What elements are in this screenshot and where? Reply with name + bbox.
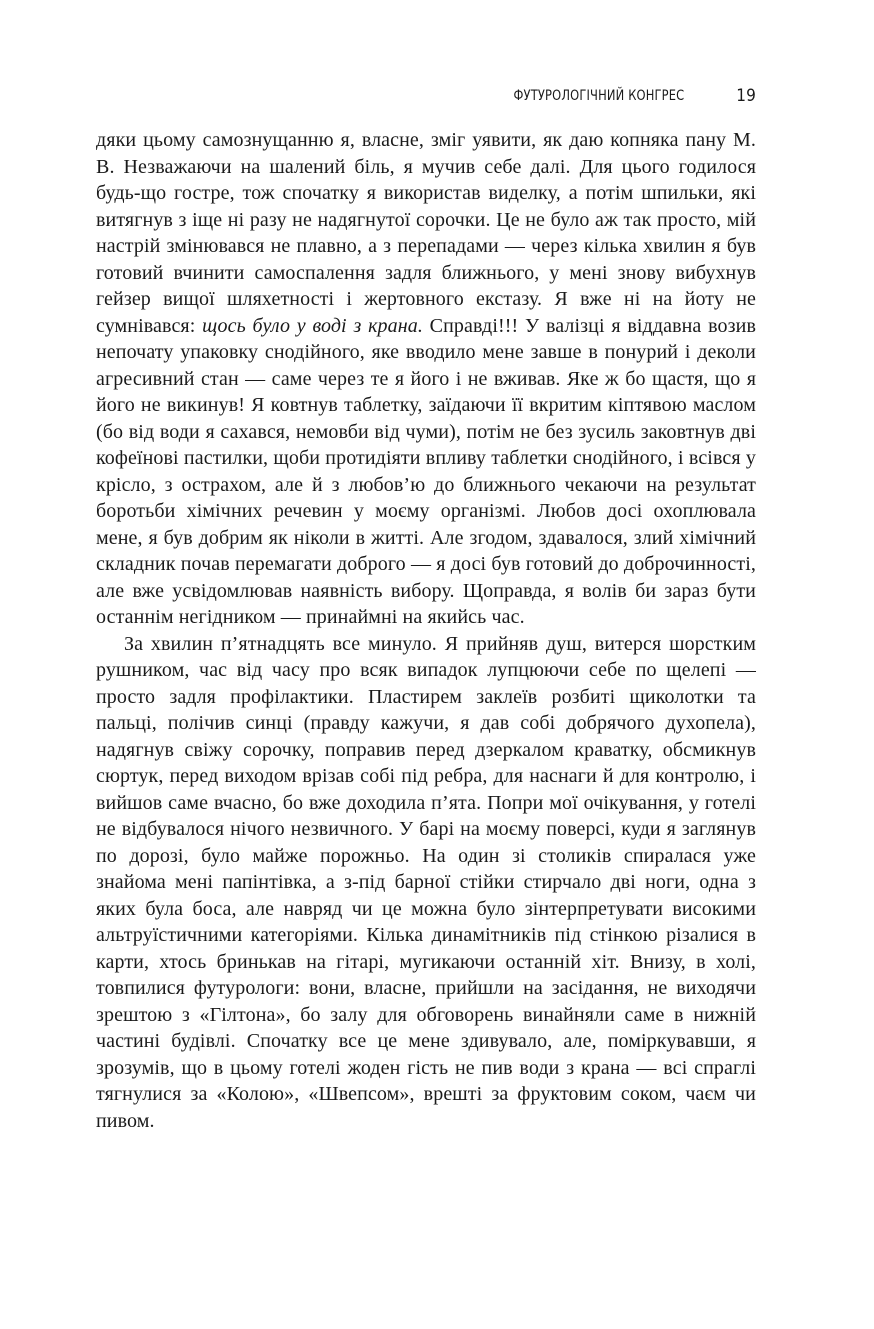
paragraph-2: За хвилин п’ятнадцять все минуло. Я прийняв душ, витерся шорстким рушником, час від часу про всяк випадок лупцюючи себе по щелепі — просто задля профілактики. Пластирем заклеїв розбиті щиколотки та пальці, полічив синці (правду кажучи, я дав собі добрячого духопела), надягнув свіжу сорочку, поправив перед дзеркалом краватку, обсмикнув сюртук, перед виходом врізав собі під ребра, для наснаги й для контролю, і вийшов саме вчасно, бо вже доходила п’ята. Попри мої очікування, у готелі не відбувалося нічого незвичного. У барі на моєму поверсі, куди я заглянув по дорозі, було майже порожньо. На один зі столиків спиралася уже знайома мені папінтівка, а з-під барної стійки стирчало дві ноги, одна з яких була боса, але навряд чи це можна було зінтерпретувати високими альтруїстичними категоріями. Кілька динамітників під стінкою різалися в карти, хтось бринькав на гітарі, мугикаючи останній хіт. Внизу, в холі, товпилися футурологи: вони, власне, прийшли на засідання, не виходячи зрештою з «Гілтона», бо залу для обговорень винайняли саме в нижній частині будівлі. Спочатку все це мене здивувало, але, поміркувавши, я зрозумів, що в цьому готелі жоден гість не пив води з крана — всі спраглі тягнулися за «Колою», «Швепсом», врешті за фруктовим соком, чаєм чи пивом.: [96, 632, 756, 1132]
running-title: ФУТУРОЛОГІЧНИЙ КОНГРЕС: [513, 88, 684, 104]
paragraph-1: [96, 127, 756, 631]
paragraph-1-text-start: дяки цьому самознущанню я, власне, зміг уявити, як даю копняка пану М. В. Незважаючи на шалений біль, я мучив себе далі. Для цього годилося будь-що гостре, тож спочатку я використав виделку, а потім шпильки, які витягнув з іще ні разу не надягнутої сорочки. Це не було аж так просто, мій настрій змінювався не плавно, а з перепадами — через кілька хвилин я був готовий вчинити самоспалення задля ближнього, у мені знову вибухнув гейзер вищої шляхетності і жертовного екстазу. Я вже ні на йоту не сумнівався:: [96, 129, 756, 337]
paragraph-1-text-end: Справді!!! У валізці я віддавна возив непочату упаковку снодійного, яке вводило мене завше в понурий і деколи агресивний стан — саме через те я його і не вживав. Яке ж бо щастя, що я його не викинув! Я ковтнув таблетку, заїдаючи її вкритим кіптявою маслом (бо від води я сахався, немовби від чуми), потім не без зусиль заковтнув дві кофеїнові пастилки, щоби протидіяти впливу таблетки снодійного, і всівся у крісло, з острахом, але й з любов’ю до ближнього чекаючи на результат боротьби хімічних речевин у моєму організмі. Любов досі охоплювала мене, я був добрим як ніколи в житті. Але згодом, здавалося, злий хімічний складник почав перемагати доброго — я досі був готовий до доброчинності, але вже усвідомлював наявність вибору. Щоправда, я волів би зараз бути останнім негідником — принаймні на якийсь час.: [96, 314, 756, 628]
page-number: 19: [736, 86, 756, 106]
running-header: [120, 86, 756, 110]
page-text: [96, 127, 756, 1134]
paragraph-1-italic-phrase: щось було у воді з крана.: [202, 314, 423, 337]
